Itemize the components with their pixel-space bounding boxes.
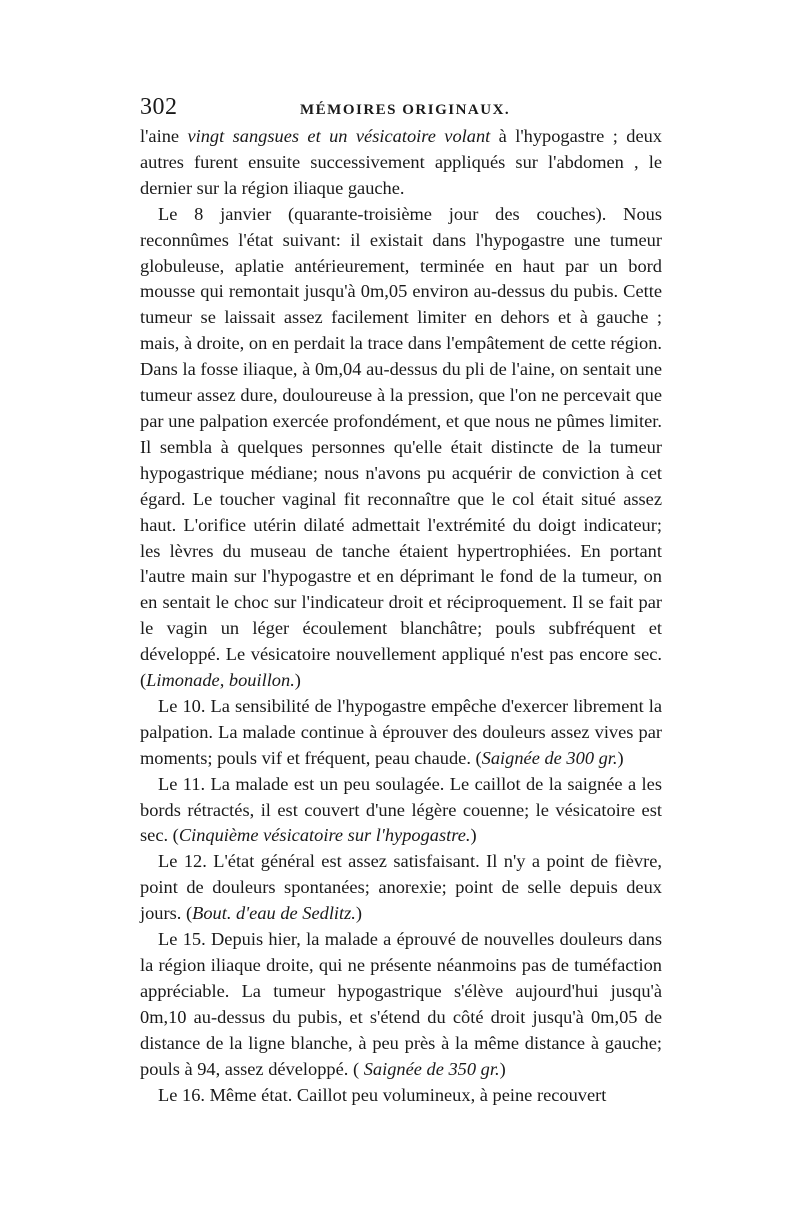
text-segment: Le 15. Depuis hier, la malade a éprouvé de nouvelles douleurs dans la région iliaque droite, qui ne présente néanmoins pas de tuméfaction appréciable. La tumeur hypogastrique s'élève aujourd'hui jusqu'à 0m,10 au-dessus du pubis, et s'étend du côté droit jusqu'à 0m,05 de distance de la ligne blanche, à peu près à la même distance à gauche; pouls à 94, assez développé. ( — [140, 929, 662, 1079]
italic-prescription: Limonade, bouillon. — [146, 670, 295, 691]
paragraph-8-janvier — [140, 202, 662, 694]
page-header — [140, 92, 662, 124]
text-segment: ) — [355, 903, 363, 924]
text-segment: Le 12. L'état général est assez satisfaisant. Il n'y a point de fièvre, point de douleurs spontanées; anorexie; point de selle depuis deux jours. ( — [140, 851, 662, 924]
paragraph-le-11 — [140, 772, 662, 850]
italic-prescription: vingt sangsues et un vésicatoire volant — [187, 126, 491, 146]
paragraph-le-10 — [140, 694, 662, 772]
page-number: 302 — [140, 94, 178, 120]
text-segment: Le 10. La sensibilité de l'hypogastre empêche d'exercer librement la palpation. La malade continue à éprouver des douleurs assez vives par moments; pouls vif et fréquent, peau chaude. ( — [140, 695, 662, 768]
document-page — [140, 92, 662, 1108]
text-segment: Le 16. Même état. Caillot peu volumineux, à peine recouvert — [158, 1084, 607, 1105]
text-segment: à l'hypogastre ; deux autres furent ensuite successivement appliqués sur l'abdomen , le dernier sur la région iliaque gauche. — [140, 126, 662, 198]
text-segment: ) — [294, 670, 301, 691]
paragraph-le-15 — [140, 927, 662, 1082]
italic-prescription: Saignée de 350 gr. — [363, 1058, 500, 1079]
body-text — [140, 124, 662, 1108]
text-segment: l'aine — [140, 126, 188, 146]
running-title: MÉMOIRES ORIGINAUX. — [300, 102, 511, 118]
paragraph-le-12 — [140, 849, 662, 927]
paragraph-le-16 — [140, 1083, 662, 1109]
text-segment: ) — [499, 1058, 506, 1079]
text-segment: ) — [470, 825, 477, 846]
italic-prescription: Bout. d'eau de Sedlitz. — [192, 903, 356, 924]
text-segment: Le 11. La malade est un peu soulagée. Le caillot de la saignée a les bords rétractés, il est couvert d'une légère couenne; le vésicatoire est sec. ( — [140, 773, 662, 846]
text-segment: Le 8 janvier (quarante-troisième jour des couches). Nous reconnûmes l'état suivant: il existait dans l'hypogastre une tumeur globuleuse, aplatie antérieurement, terminée en haut par un bord mousse qui remontait jusqu'à 0m,05 environ au-dessus du pubis. Cette tumeur se laissait assez facilement limiter en dehors et à gauche ; mais, à droite, on en perdait la trace dans l'empâtement de cette région. Dans la fosse iliaque, à 0m,04 au-dessus du pli de l'aine, on sentait une tumeur assez dure, douloureuse à la pression, que l'on ne percevait que par une palpation exercée profondément, et que nous ne pûmes limiter. Il sembla à quelques personnes qu'elle était distincte de la tumeur hypogastrique médiane; nous n'avons pu acquérir de conviction à cet égard. Le toucher vaginal fit reconnaître que le col était situé assez haut. L'orifice utérin dilaté admettait l'extrémité du doigt indicateur; les lèvres du museau de tanche étaient hypertrophiées. En portant l'autre main sur l'hypogastre et en déprimant le fond de la tumeur, on en sentait le choc sur l'indicateur droit et réciproquement. Il se fait par le vagin un léger écoulement blanchâtre; pouls subfréquent et développé. Le vésicatoire nouvellement appliqué n'est pas encore sec. ( — [140, 203, 662, 691]
text-segment: ) — [617, 747, 624, 768]
paragraph-continuation — [140, 124, 662, 202]
italic-prescription: Cinquième vésicatoire sur l'hypogastre. — [178, 825, 471, 846]
italic-prescription: Saignée de 300 gr. — [481, 747, 618, 768]
